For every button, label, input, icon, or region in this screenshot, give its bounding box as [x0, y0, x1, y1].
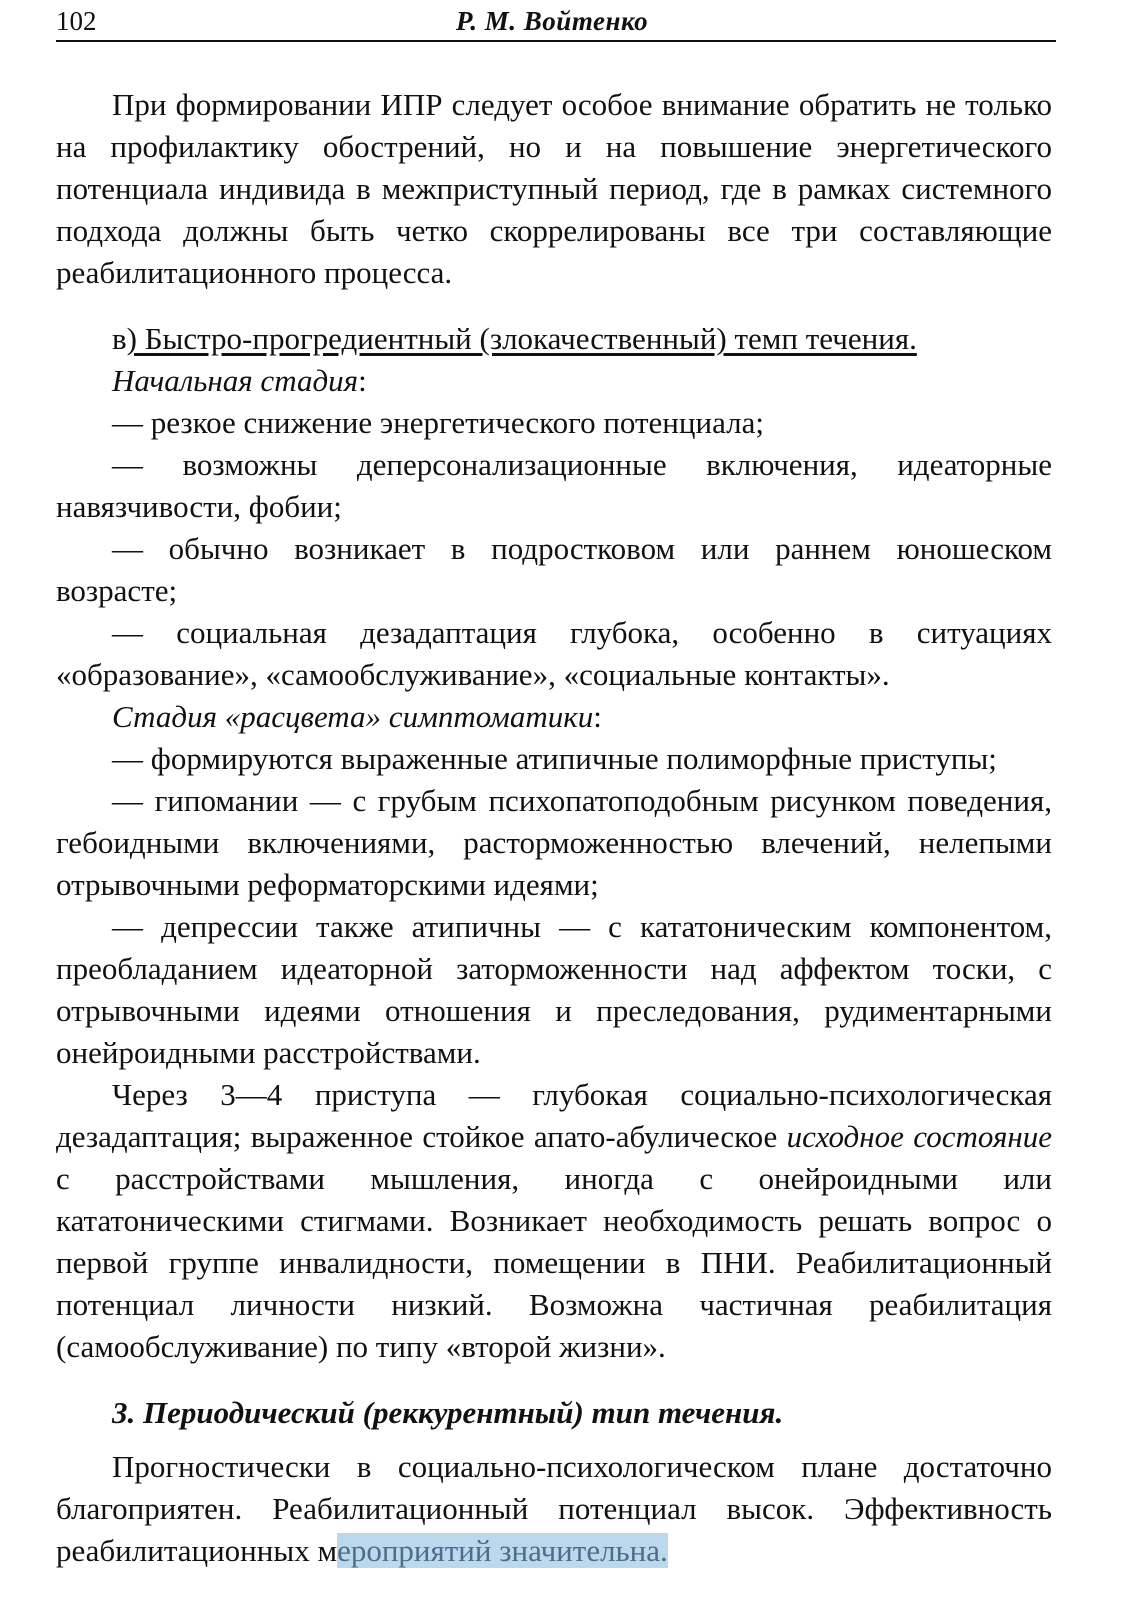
list-item: — обычно возникает в подростковом или раннем юношеском возрасте; — [56, 531, 1052, 608]
list-item: — депрессии также атипичны — с кататоническим компонентом, преобладанием идеаторной заторможенности над аффектом тоски, с отрывочными идеями отношения и преследования, рудиментарными онейроидными расстройствами. — [56, 909, 1052, 1070]
list-item: — гипомании — с грубым психопатоподобным рисунком поведения, гебоидными включениями, расторможенностью влечений, нелепыми отрывочными реформаторскими идеями; — [56, 783, 1052, 902]
selected-text-highlight[interactable]: ероприятий значительна. — [337, 1533, 668, 1568]
outcome-text-end: с расстройствами мышления, иногда с онейроидными или кататоническими стигмами. Возникает необходимость решать вопрос о первой группе инвалидности, помещении в ПНИ. Реабилитационный потенциал личности низкий. Возможна частичная реабилитация (самообслуживание) по типу «второй жизни». — [56, 1161, 1052, 1364]
periodic-text: Прогностически в социально-психологическом плане достаточно благоприятен. Реабилитационный потенциал высок. Эффективность реабилитационных м — [56, 1449, 1052, 1568]
paragraph-periodic — [56, 1446, 1052, 1572]
list-item: — формируются выраженные атипичные полиморфные приступы; — [112, 741, 997, 776]
stage-colon: : — [358, 363, 367, 398]
stage-title-initial: Начальная стадия — [112, 363, 359, 398]
page-body — [56, 84, 1052, 1572]
subsection-prefix: в — [112, 321, 127, 356]
outcome-text-start: Через 3—4 приступа — глубокая социально-психологическая дезадаптация; выраженное стойкое апато-абулическое — [56, 1077, 1052, 1154]
outcome-italic-term: исходное состояние — [786, 1119, 1053, 1154]
stage-heading-initial — [56, 360, 1052, 402]
stage-title-bloom: Стадия «расцвета» симптоматики — [112, 699, 594, 734]
list-item: — социальная дезадаптация глубока, особенно в ситуациях «образование», «самообслуживание», «социальные контакты». — [56, 615, 1052, 692]
page-number: 102 — [56, 6, 97, 36]
stage-heading-bloom — [56, 696, 1052, 738]
list-item: — резкое снижение энергетического потенциала; — [112, 405, 764, 440]
paragraph-ipr: При формировании ИПР следует особое внимание обратить не только на профилактику обострений, но и на повышение энергетического потенциала индивида в межприступный период, где в рамках системного подхода должны быть четко скоррелированы все три составляющие реабилитационного процесса. — [56, 87, 1052, 290]
paragraph-outcome — [56, 1074, 1052, 1368]
subsection-title: ) Быстро-прогредиентный (злокачественный) темп течения. — [126, 321, 917, 356]
section-3-title: 3. Периодический (реккурентный) тип течения. — [112, 1395, 784, 1430]
stage-colon: : — [593, 699, 602, 734]
page-header — [56, 0, 1056, 42]
subsection-heading — [56, 318, 1052, 360]
running-head: Р. М. Войтенко — [456, 6, 649, 36]
list-item: — возможны деперсонализационные включения, идеаторные навязчивости, фобии; — [56, 447, 1052, 524]
